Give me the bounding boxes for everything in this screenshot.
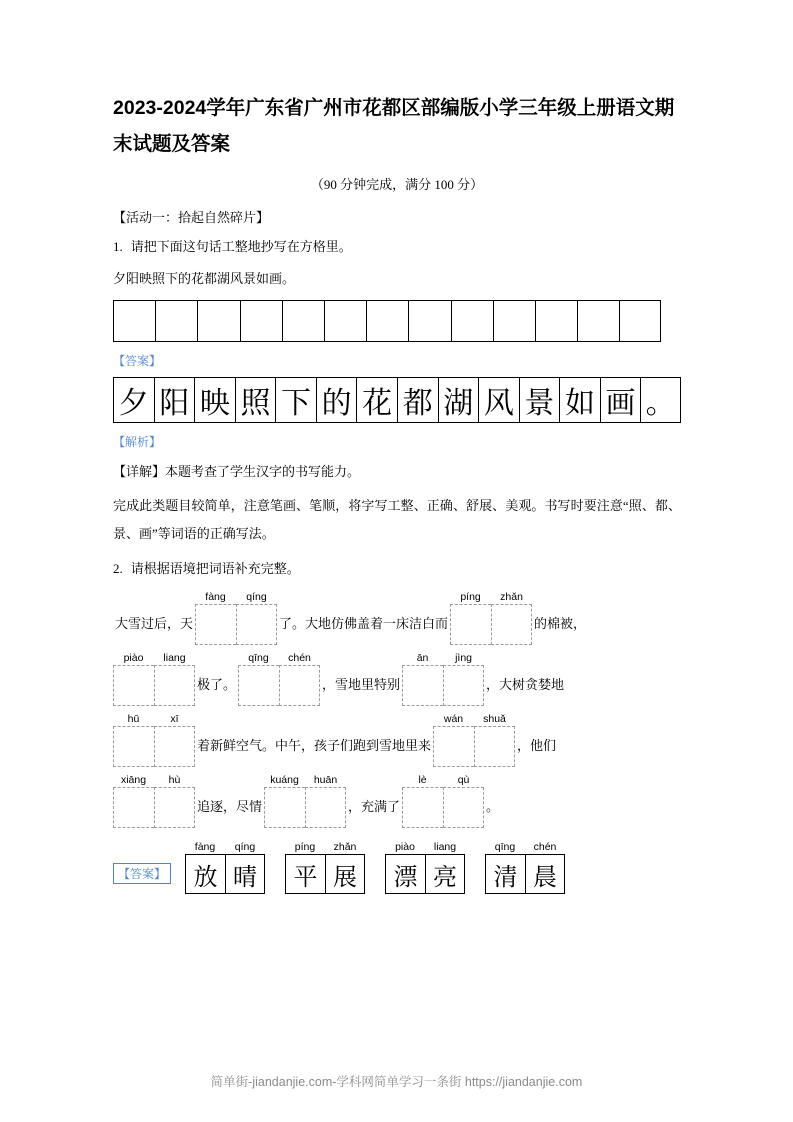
- cloze-text: ，充满了: [348, 799, 401, 815]
- pinyin-hint: [113, 651, 195, 665]
- cloze-line: [113, 651, 681, 706]
- answer-grid-filled: [113, 377, 681, 423]
- question-2-text: 请根据语境把词语补充完整。: [130, 561, 300, 577]
- cloze-line: [113, 712, 681, 767]
- writing-boxes[interactable]: [402, 665, 484, 706]
- answer-cell: 花: [356, 377, 397, 423]
- answer-cell: 映: [194, 377, 235, 423]
- answer-char: 展: [325, 854, 365, 894]
- writing-box[interactable]: [238, 665, 279, 706]
- grid-cell: [282, 300, 324, 342]
- answer-word: [485, 840, 565, 894]
- writing-boxes[interactable]: [402, 787, 484, 828]
- pinyin-syllable: qīng: [494, 841, 516, 854]
- pinyin-syllable: qù: [457, 774, 470, 787]
- pinyin-hint: [185, 840, 265, 854]
- writing-box[interactable]: [113, 665, 154, 706]
- cloze-blank[interactable]: [450, 590, 532, 645]
- writing-box[interactable]: [279, 665, 320, 706]
- answer-char: 漂: [385, 854, 425, 894]
- writing-box[interactable]: [402, 665, 443, 706]
- answer-word: [185, 840, 265, 894]
- answer-char: 放: [185, 854, 225, 894]
- writing-boxes[interactable]: [113, 665, 195, 706]
- pinyin-syllable: píng: [460, 591, 481, 604]
- answer-word: [385, 840, 465, 894]
- writing-box[interactable]: [443, 665, 484, 706]
- cloze-blank[interactable]: [113, 773, 195, 828]
- answer-cell: 湖: [438, 377, 479, 423]
- pinyin-syllable: liang: [433, 841, 457, 854]
- writing-boxes[interactable]: [113, 726, 195, 767]
- pinyin-syllable: wán: [443, 713, 464, 726]
- answer-char: 晨: [525, 854, 565, 894]
- writing-box[interactable]: [433, 726, 474, 767]
- grid-cell: [577, 300, 619, 342]
- cloze-line: [113, 590, 681, 645]
- answer-tag-1: 【答案】: [113, 354, 162, 369]
- cloze-blank[interactable]: [402, 651, 484, 706]
- pinyin-syllable: píng: [294, 841, 316, 854]
- writing-boxes[interactable]: [264, 787, 346, 828]
- question-1-text: 请把下面这句话工整地抄写在方格里。: [130, 239, 352, 254]
- answer-word-boxes: [385, 854, 465, 894]
- cloze-line: [113, 773, 681, 828]
- question-2-number: 2.: [113, 561, 123, 577]
- writing-box[interactable]: [236, 604, 277, 645]
- question-1-number: 1.: [113, 239, 123, 254]
- grid-cell: [324, 300, 366, 342]
- answer-cell: 阳: [154, 377, 195, 423]
- pinyin-syllable: piào: [123, 652, 144, 665]
- writing-box[interactable]: [154, 665, 195, 706]
- writing-box[interactable]: [305, 787, 346, 828]
- pinyin-syllable: jìng: [455, 652, 472, 665]
- pinyin-hint: [113, 773, 195, 787]
- cloze-blank[interactable]: [195, 590, 277, 645]
- writing-box[interactable]: [402, 787, 443, 828]
- activity-heading: 【活动一：拾起自然碎片】: [113, 210, 270, 225]
- pinyin-syllable: xiāng: [120, 774, 147, 787]
- writing-boxes[interactable]: [450, 604, 532, 645]
- pinyin-syllable: zhǎn: [500, 591, 523, 604]
- answer-char: 清: [485, 854, 525, 894]
- pinyin-hint: [385, 840, 465, 854]
- pinyin-syllable: qīng: [248, 652, 269, 665]
- pinyin-syllable: zhǎn: [333, 841, 357, 854]
- pinyin-syllable: hū: [127, 713, 140, 726]
- writing-boxes[interactable]: [238, 665, 320, 706]
- writing-box[interactable]: [154, 787, 195, 828]
- answer-tag-2: 【答案】: [113, 863, 171, 884]
- writing-box[interactable]: [450, 604, 491, 645]
- detail-text-1: 本题考查了学生汉字的书写能力。: [165, 464, 361, 480]
- pinyin-hint: [113, 712, 195, 726]
- cloze-blank[interactable]: [113, 651, 195, 706]
- page-title: 2023-2024学年广东省广州市花都区部编版小学三年级上册语文期末试题及答案: [113, 97, 675, 155]
- cloze-text: 了。大地仿佛盖着一床洁白而: [279, 616, 449, 632]
- writing-boxes[interactable]: [113, 787, 195, 828]
- grid-cell: [366, 300, 408, 342]
- cloze-text: 。: [486, 799, 500, 815]
- grid-cell: [197, 300, 239, 342]
- question-2-prompt: [113, 558, 681, 580]
- pinyin-syllable: fàng: [194, 841, 216, 854]
- pinyin-hint: [238, 651, 320, 665]
- cloze-text: 追逐，尽情: [197, 799, 263, 815]
- answer-word: [285, 840, 365, 894]
- answer-word-boxes: [285, 854, 365, 894]
- answer-cell: 画: [600, 377, 641, 423]
- exam-subtitle: （90 分钟完成，满分 100 分）: [310, 177, 484, 192]
- pinyin-hint: [433, 712, 515, 726]
- grid-cell: [240, 300, 282, 342]
- answer-strip-2: [113, 840, 681, 894]
- writing-box[interactable]: [113, 787, 154, 828]
- cloze-blank[interactable]: [402, 773, 484, 828]
- pinyin-hint: [402, 773, 484, 787]
- pinyin-hint: [264, 773, 346, 787]
- pinyin-syllable: shuǎ: [483, 713, 506, 726]
- cloze-text: ，雪地里特别: [322, 677, 401, 693]
- answer-cell: 风: [478, 377, 519, 423]
- writing-box[interactable]: [195, 604, 236, 645]
- cloze-text: 着新鲜空气。中午，孩子们跑到雪地里来: [197, 738, 432, 754]
- detail-line-1: [113, 458, 681, 486]
- writing-box[interactable]: [264, 787, 305, 828]
- grid-cell: [535, 300, 577, 342]
- pinyin-syllable: fàng: [205, 591, 226, 604]
- pinyin-syllable: huān: [313, 774, 338, 787]
- answer-cell: 如: [559, 377, 600, 423]
- pinyin-syllable: liang: [163, 652, 186, 665]
- grid-cell: [113, 300, 155, 342]
- cloze-text: 大雪过后，天: [115, 616, 194, 632]
- answer-cell: 下: [275, 377, 316, 423]
- analysis-tag-1: 【解析】: [113, 435, 162, 450]
- pinyin-syllable: chén: [288, 652, 311, 665]
- answer-char: 平: [285, 854, 325, 894]
- cloze-blank[interactable]: [113, 712, 195, 767]
- pinyin-hint: [485, 840, 565, 854]
- pinyin-syllable: qíng: [246, 591, 267, 604]
- answer-cell: 夕: [113, 377, 154, 423]
- grid-cell: [155, 300, 197, 342]
- pinyin-syllable: ān: [416, 652, 429, 665]
- writing-boxes[interactable]: [195, 604, 277, 645]
- writing-box[interactable]: [113, 726, 154, 767]
- writing-box[interactable]: [154, 726, 195, 767]
- pinyin-hint: [285, 840, 365, 854]
- pinyin-syllable: chén: [533, 841, 557, 854]
- answer-char: 晴: [225, 854, 265, 894]
- grid-cell: [493, 300, 535, 342]
- writing-box[interactable]: [474, 726, 515, 767]
- pinyin-syllable: hù: [168, 774, 181, 787]
- cloze-text: 极了。: [197, 677, 237, 693]
- pinyin-hint: [195, 590, 277, 604]
- pinyin-syllable: kuáng: [270, 774, 299, 787]
- answer-char: 亮: [425, 854, 465, 894]
- answer-word-boxes: [485, 854, 565, 894]
- answer-cell: 景: [519, 377, 560, 423]
- cloze-blank[interactable]: [238, 651, 320, 706]
- pinyin-syllable: piào: [395, 841, 415, 854]
- detail-tag-1: 【详解】: [113, 464, 166, 480]
- pinyin-hint: [450, 590, 532, 604]
- cloze-blank[interactable]: [264, 773, 346, 828]
- copy-grid-empty: [113, 300, 681, 342]
- pinyin-syllable: xī: [170, 713, 179, 726]
- grid-cell: [451, 300, 493, 342]
- question-1-prompt: [113, 236, 681, 258]
- answer-cell: 的: [316, 377, 357, 423]
- grid-cell: [408, 300, 450, 342]
- grid-cell: [619, 300, 661, 342]
- cloze-text: ，大树贪婪地: [486, 677, 565, 693]
- pinyin-syllable: qíng: [234, 841, 256, 854]
- writing-box[interactable]: [443, 787, 484, 828]
- writing-box[interactable]: [491, 604, 532, 645]
- detail-line-2: 完成此类题目较简单，注意笔画、笔顺，将字写工整、正确、舒展、美观。书写时要注意“照、都、景、画”等词语的正确写法。: [113, 498, 681, 542]
- answer-cell: 。: [640, 377, 681, 423]
- cloze-text: ，他们: [517, 738, 557, 754]
- pinyin-hint: [402, 651, 484, 665]
- answer-word-boxes: [185, 854, 265, 894]
- question-1-sentence: 夕阳映照下的花都湖风景如画。: [113, 271, 296, 286]
- answer-cell: 都: [397, 377, 438, 423]
- document-content: [113, 90, 681, 894]
- pinyin-syllable: lè: [418, 774, 427, 787]
- cloze-text: 的棉被，: [534, 616, 587, 632]
- cloze-blank[interactable]: [433, 712, 515, 767]
- writing-boxes[interactable]: [433, 726, 515, 767]
- answer-cell: 照: [235, 377, 276, 423]
- page-footer: 简单街-jiandanjie.com-学科网简单学习一条街 https://jiandanjie.com: [210, 1075, 583, 1089]
